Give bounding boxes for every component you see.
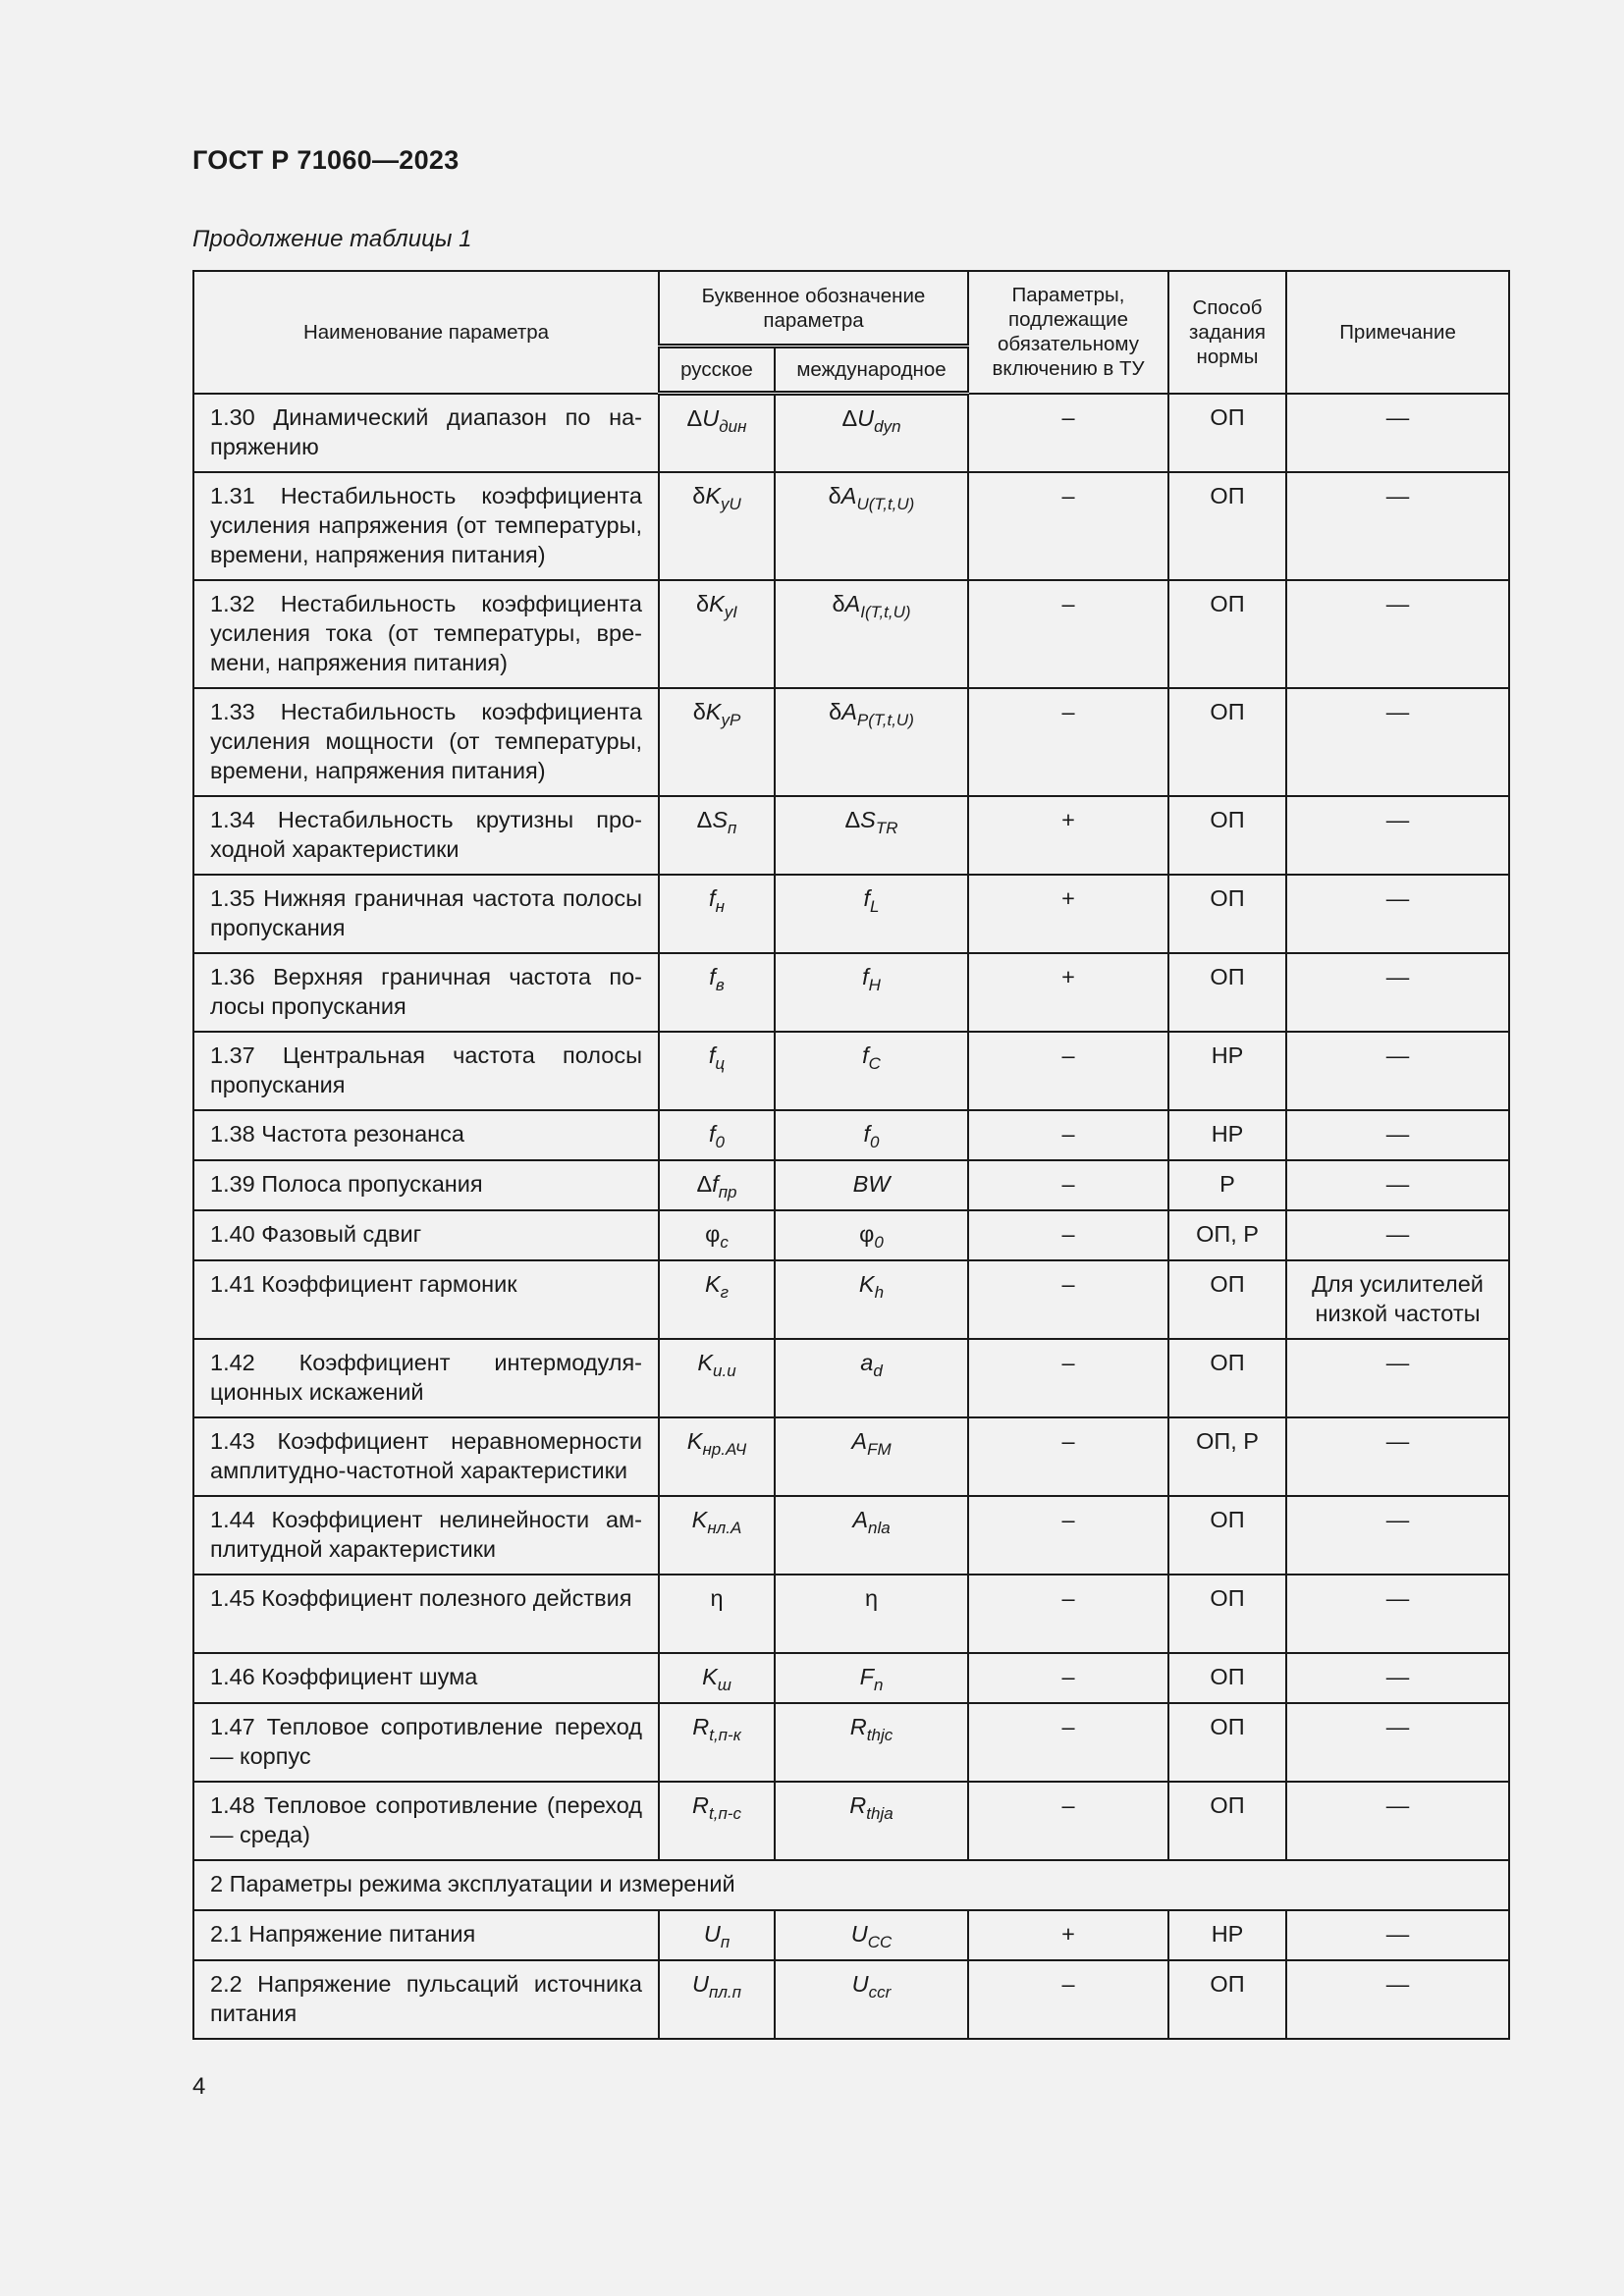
- symbol-main: f: [708, 1041, 716, 1068]
- norm-method: ОП: [1168, 1575, 1286, 1653]
- symbol-main: U: [691, 1970, 709, 1997]
- table-row: [193, 394, 1509, 472]
- mandatory-flag: –: [968, 1496, 1168, 1575]
- note: —: [1286, 688, 1509, 796]
- symbol-subscript: d: [873, 1361, 883, 1380]
- symbol-subscript: ц: [715, 1053, 726, 1073]
- russian-symbol: [659, 1110, 775, 1160]
- symbol-subscript: P(T,t,U): [856, 710, 914, 729]
- parameter-name: 1.40 Фазовый сдвиг: [193, 1210, 659, 1260]
- note: —: [1286, 1110, 1509, 1160]
- russian-symbol: [659, 1210, 775, 1260]
- symbol-main: δA: [832, 590, 861, 616]
- mandatory-flag: +: [968, 953, 1168, 1032]
- international-symbol: [775, 796, 968, 875]
- symbol-main: U: [850, 1920, 868, 1947]
- symbol-subscript: ccr: [868, 1982, 892, 2002]
- symbol-main: f: [709, 963, 716, 989]
- symbol-main: f: [709, 1120, 716, 1147]
- table-row: [193, 875, 1509, 953]
- symbol-main: δK: [692, 698, 722, 724]
- table-body: [193, 394, 1509, 2039]
- symbol-subscript: п: [720, 1932, 731, 1951]
- russian-symbol: [659, 1496, 775, 1575]
- table-row: [193, 688, 1509, 796]
- symbol-main: K: [704, 1270, 721, 1297]
- table-row: [193, 1782, 1509, 1860]
- russian-symbol: [659, 1782, 775, 1860]
- document-code: ГОСТ Р 71060—2023: [192, 145, 460, 175]
- symbol-subscript: TR: [875, 818, 898, 837]
- international-symbol: [775, 580, 968, 688]
- norm-method: ОП: [1168, 953, 1286, 1032]
- symbol-main: δA: [829, 698, 857, 724]
- norm-method: ОП: [1168, 1960, 1286, 2039]
- norm-method: ОП: [1168, 580, 1286, 688]
- symbol-main: η: [864, 1584, 879, 1611]
- symbol-subscript: 0: [715, 1132, 725, 1151]
- russian-symbol: [659, 875, 775, 953]
- symbol-subscript: пр: [718, 1182, 737, 1201]
- table-row: [193, 1032, 1509, 1110]
- symbol-subscript: нл.А: [707, 1518, 742, 1537]
- note: —: [1286, 1575, 1509, 1653]
- norm-method: НР: [1168, 1910, 1286, 1960]
- norm-method: ОП, Р: [1168, 1417, 1286, 1496]
- international-symbol: [775, 1417, 968, 1496]
- symbol-main: U: [703, 1920, 721, 1947]
- symbol-subscript: в: [715, 975, 725, 994]
- symbol-subscript: п: [728, 818, 737, 837]
- international-symbol: [775, 1960, 968, 2039]
- mandatory-flag: –: [968, 580, 1168, 688]
- parameter-name: 1.31 Нестабильность коэффициента усиления напряжения (от температуры, времени, напряжения питания): [193, 472, 659, 580]
- international-symbol: [775, 1782, 968, 1860]
- norm-method: ОП: [1168, 1782, 1286, 1860]
- mandatory-flag: –: [968, 472, 1168, 580]
- symbol-subscript: I(T,t,U): [860, 602, 911, 621]
- mandatory-flag: +: [968, 875, 1168, 953]
- section-title: 2 Параметры режима эксплуатации и измерений: [193, 1860, 1509, 1910]
- symbol-main: K: [686, 1427, 703, 1454]
- norm-method: ОП: [1168, 472, 1286, 580]
- symbol-subscript: h: [874, 1282, 885, 1302]
- header-international: международное: [775, 347, 968, 394]
- international-symbol: [775, 688, 968, 796]
- table-row: [193, 1703, 1509, 1782]
- russian-symbol: [659, 1260, 775, 1339]
- symbol-subscript: н: [715, 896, 725, 916]
- symbol-main: U: [851, 1970, 869, 1997]
- table-row: [193, 1260, 1509, 1339]
- norm-method: ОП, Р: [1168, 1210, 1286, 1260]
- international-symbol: [775, 1210, 968, 1260]
- symbol-subscript: нр.АЧ: [702, 1439, 747, 1459]
- parameter-name: 1.30 Динамический диапазон по напряжению: [193, 394, 659, 472]
- parameter-name: 1.34 Нестабильность крутизны проходной характеристики: [193, 796, 659, 875]
- note: —: [1286, 796, 1509, 875]
- norm-method: ОП: [1168, 394, 1286, 472]
- symbol-main: R: [849, 1713, 867, 1739]
- symbol-subscript: U(T,t,U): [856, 494, 915, 513]
- russian-symbol: [659, 1339, 775, 1417]
- mandatory-flag: –: [968, 1417, 1168, 1496]
- mandatory-flag: +: [968, 796, 1168, 875]
- symbol-main: A: [852, 1506, 868, 1532]
- symbol-main: f: [863, 884, 871, 911]
- international-symbol: [775, 1032, 968, 1110]
- russian-symbol: [659, 796, 775, 875]
- russian-symbol: [659, 688, 775, 796]
- symbol-main: δK: [695, 590, 725, 616]
- symbol-main: a: [860, 1349, 874, 1375]
- symbol-subscript: nla: [868, 1518, 891, 1537]
- symbol-subscript: t,п-к: [709, 1725, 741, 1744]
- parameters-table: [192, 270, 1510, 2040]
- symbol-subscript: H: [868, 975, 881, 994]
- russian-symbol: [659, 1960, 775, 2039]
- international-symbol: [775, 1910, 968, 1960]
- note: —: [1286, 1496, 1509, 1575]
- mandatory-flag: –: [968, 1110, 1168, 1160]
- international-symbol: [775, 1110, 968, 1160]
- symbol-subscript: дин: [719, 417, 747, 436]
- russian-symbol: [659, 394, 775, 472]
- symbol-subscript: пл.п: [708, 1982, 741, 2002]
- section-row: [193, 1860, 1509, 1910]
- symbol-subscript: ш: [717, 1675, 731, 1694]
- symbol-subscript: г: [720, 1282, 730, 1302]
- note: —: [1286, 1160, 1509, 1210]
- parameter-name: 1.35 Нижняя граничная частота полосы пропускания: [193, 875, 659, 953]
- parameter-name: 1.46 Коэффициент шума: [193, 1653, 659, 1703]
- norm-method: НР: [1168, 1032, 1286, 1110]
- russian-symbol: [659, 1910, 775, 1960]
- symbol-subscript: thja: [866, 1803, 893, 1823]
- symbol-main: f: [709, 884, 716, 911]
- norm-method: НР: [1168, 1110, 1286, 1160]
- note: —: [1286, 1782, 1509, 1860]
- mandatory-flag: –: [968, 1160, 1168, 1210]
- symbol-main: R: [692, 1713, 710, 1739]
- note: —: [1286, 875, 1509, 953]
- table-row: [193, 953, 1509, 1032]
- international-symbol: [775, 1496, 968, 1575]
- table-row: [193, 1575, 1509, 1653]
- mandatory-flag: –: [968, 1339, 1168, 1417]
- mandatory-flag: –: [968, 1032, 1168, 1110]
- mandatory-flag: –: [968, 1575, 1168, 1653]
- table-row: [193, 1110, 1509, 1160]
- symbol-main: η: [710, 1584, 724, 1611]
- note: —: [1286, 394, 1509, 472]
- note: —: [1286, 1210, 1509, 1260]
- symbol-subscript: n: [873, 1675, 884, 1694]
- page-number: 4: [192, 2073, 206, 2100]
- parameter-name: 1.43 Коэффициент неравномерности амплитудно-частотной характеристики: [193, 1417, 659, 1496]
- mandatory-flag: –: [968, 1703, 1168, 1782]
- norm-method: ОП: [1168, 688, 1286, 796]
- symbol-subscript: уU: [721, 494, 741, 513]
- table-row: [193, 796, 1509, 875]
- international-symbol: [775, 1339, 968, 1417]
- header-russian: русское: [659, 347, 775, 394]
- russian-symbol: [659, 580, 775, 688]
- symbol-main: ΔU: [686, 405, 720, 431]
- parameter-name: 1.37 Центральная частота полосы пропускания: [193, 1032, 659, 1110]
- symbol-subscript: C: [868, 1053, 881, 1073]
- symbol-main: A: [851, 1427, 868, 1454]
- note: —: [1286, 953, 1509, 1032]
- norm-method: ОП: [1168, 875, 1286, 953]
- note: —: [1286, 1417, 1509, 1496]
- symbol-main: f: [863, 1120, 871, 1147]
- symbol-main: ΔS: [844, 806, 876, 832]
- table-row: [193, 1210, 1509, 1260]
- table-row: [193, 472, 1509, 580]
- symbol-main: φ: [705, 1220, 721, 1247]
- parameter-name: 1.45 Коэффициент полезного действия: [193, 1575, 659, 1653]
- mandatory-flag: –: [968, 394, 1168, 472]
- parameter-name: 1.38 Частота резонанса: [193, 1110, 659, 1160]
- mandatory-flag: –: [968, 1210, 1168, 1260]
- norm-method: ОП: [1168, 1339, 1286, 1417]
- norm-method: Р: [1168, 1160, 1286, 1210]
- note: —: [1286, 1653, 1509, 1703]
- header-method: Способ задания нормы: [1168, 271, 1286, 394]
- norm-method: ОП: [1168, 1703, 1286, 1782]
- parameter-name: 1.36 Верхняя граничная частота полосы пропускания: [193, 953, 659, 1032]
- symbol-main: Δf: [696, 1170, 719, 1197]
- norm-method: ОП: [1168, 1496, 1286, 1575]
- note: —: [1286, 472, 1509, 580]
- international-symbol: [775, 875, 968, 953]
- norm-method: ОП: [1168, 1653, 1286, 1703]
- parameter-name: 1.33 Нестабильность коэффициента усиления мощности (от температуры, времени, напряжения питания): [193, 688, 659, 796]
- header-letter-designation: Буквенное обозначение параметра: [659, 271, 968, 347]
- international-symbol: [775, 953, 968, 1032]
- table-row: [193, 1653, 1509, 1703]
- symbol-main: F: [859, 1663, 874, 1689]
- symbol-subscript: с: [720, 1232, 729, 1252]
- note: —: [1286, 1960, 1509, 2039]
- symbol-subscript: thjc: [866, 1725, 893, 1744]
- header-parameter-name: Наименование параметра: [193, 271, 659, 394]
- table-row: [193, 1910, 1509, 1960]
- international-symbol: [775, 1653, 968, 1703]
- symbol-subscript: и.и: [713, 1361, 736, 1380]
- mandatory-flag: –: [968, 1653, 1168, 1703]
- note: —: [1286, 1339, 1509, 1417]
- symbol-main: ΔS: [696, 806, 729, 832]
- symbol-main: δA: [828, 482, 857, 508]
- parameter-name: 1.41 Коэффициент гармоник: [193, 1260, 659, 1339]
- symbol-main: φ: [859, 1220, 875, 1247]
- note: —: [1286, 1910, 1509, 1960]
- symbol-subscript: уI: [724, 602, 737, 621]
- international-symbol: [775, 472, 968, 580]
- parameter-name: 1.39 Полоса пропускания: [193, 1160, 659, 1210]
- symbol-main: BW: [852, 1170, 891, 1197]
- symbol-subscript: FM: [867, 1439, 892, 1459]
- header-note: Примечание: [1286, 271, 1509, 394]
- table-row: [193, 1339, 1509, 1417]
- table-caption: Продолжение таблицы 1: [192, 226, 472, 252]
- symbol-main: K: [702, 1663, 718, 1689]
- russian-symbol: [659, 1653, 775, 1703]
- symbol-subscript: 0: [870, 1132, 880, 1151]
- russian-symbol: [659, 1703, 775, 1782]
- table-row: [193, 1960, 1509, 2039]
- table-row: [193, 580, 1509, 688]
- russian-symbol: [659, 1160, 775, 1210]
- symbol-subscript: 0: [874, 1232, 884, 1252]
- international-symbol: [775, 1260, 968, 1339]
- parameter-name: 2.2 Напряжение пульсаций источника питания: [193, 1960, 659, 2039]
- symbol-main: R: [692, 1791, 709, 1818]
- table-row: [193, 1160, 1509, 1210]
- mandatory-flag: –: [968, 1260, 1168, 1339]
- russian-symbol: [659, 1032, 775, 1110]
- mandatory-flag: –: [968, 688, 1168, 796]
- russian-symbol: [659, 1417, 775, 1496]
- symbol-subscript: CC: [867, 1932, 893, 1951]
- table-row: [193, 1496, 1509, 1575]
- russian-symbol: [659, 953, 775, 1032]
- parameter-name: 1.32 Нестабильность коэффициента усиления тока (от температуры, времени, напряжения питания): [193, 580, 659, 688]
- symbol-subscript: t,п-с: [709, 1803, 741, 1823]
- parameter-name: 1.47 Тепловое сопротивление переход — корпус: [193, 1703, 659, 1782]
- symbol-main: ΔU: [841, 405, 875, 431]
- norm-method: ОП: [1168, 796, 1286, 875]
- mandatory-flag: –: [968, 1960, 1168, 2039]
- international-symbol: [775, 1160, 968, 1210]
- russian-symbol: [659, 472, 775, 580]
- parameter-name: 1.44 Коэффициент нелинейности амплитудной характеристики: [193, 1496, 659, 1575]
- note: —: [1286, 1703, 1509, 1782]
- parameter-name: 1.48 Тепловое сопротивление (переход — среда): [193, 1782, 659, 1860]
- mandatory-flag: +: [968, 1910, 1168, 1960]
- table-row: [193, 1417, 1509, 1496]
- note: Для усилителей низкой частоты: [1286, 1260, 1509, 1339]
- international-symbol: [775, 394, 968, 472]
- symbol-main: K: [697, 1349, 714, 1375]
- international-symbol: [775, 1703, 968, 1782]
- mandatory-flag: –: [968, 1782, 1168, 1860]
- symbol-main: K: [691, 1506, 708, 1532]
- symbol-main: R: [849, 1791, 867, 1818]
- symbol-subscript: уP: [721, 710, 741, 729]
- symbol-main: f: [862, 963, 869, 989]
- symbol-subscript: dyn: [874, 417, 901, 436]
- symbol-main: f: [862, 1041, 869, 1068]
- norm-method: ОП: [1168, 1260, 1286, 1339]
- header-mandatory: Параметры, подлежащие обязательному включению в ТУ: [968, 271, 1168, 394]
- russian-symbol: [659, 1575, 775, 1653]
- symbol-main: K: [858, 1270, 875, 1297]
- symbol-main: δK: [692, 482, 721, 508]
- note: —: [1286, 580, 1509, 688]
- symbol-subscript: L: [870, 896, 880, 916]
- parameter-name: 1.42 Коэффициент интермодуляционных искажений: [193, 1339, 659, 1417]
- international-symbol: [775, 1575, 968, 1653]
- note: —: [1286, 1032, 1509, 1110]
- parameter-name: 2.1 Напряжение питания: [193, 1910, 659, 1960]
